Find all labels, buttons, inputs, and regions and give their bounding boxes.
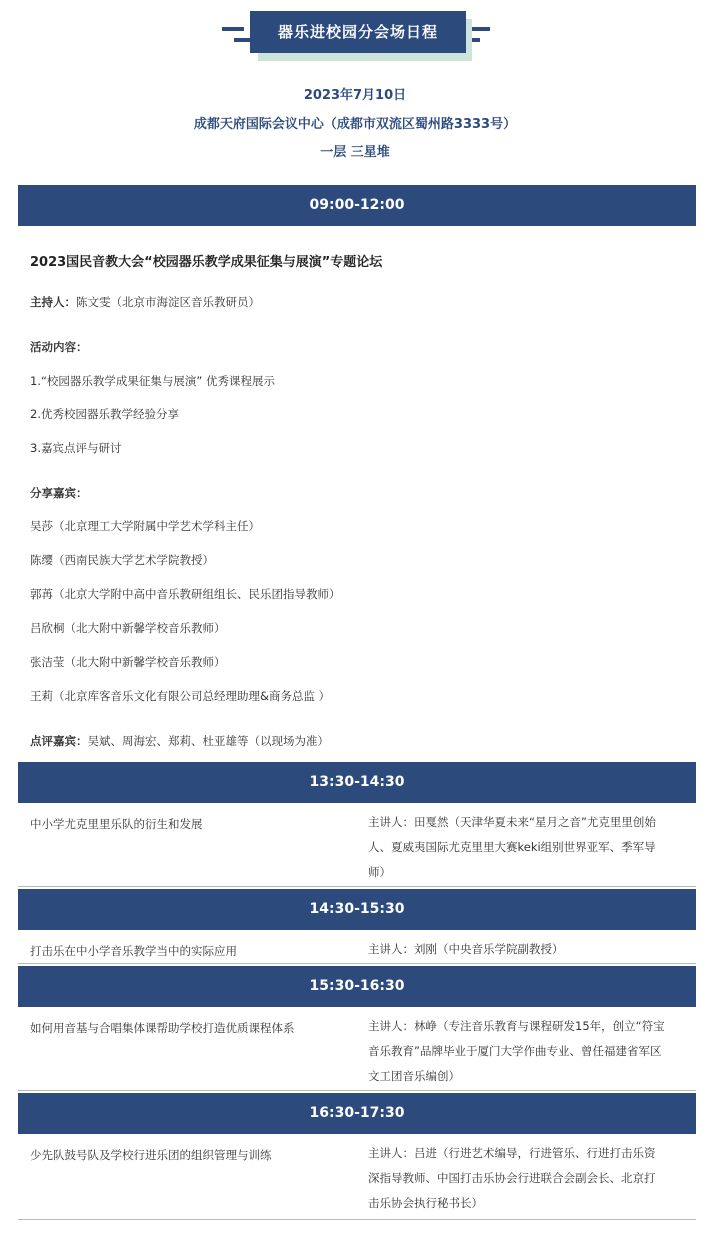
header-decoration-left-top [222,27,244,31]
guest-item: 陈缨（西南民族大学艺术学院教授） [30,553,214,567]
event-venue: 成都天府国际会议中心（成都市双流区蜀州路3333号） [193,117,517,132]
reviewers-line [30,733,329,749]
session-speaker [368,937,688,962]
speaker-line: 击乐协会执行秘书长） [368,1196,483,1210]
speaker-line: 文工团音乐编创） [368,1069,460,1083]
reviewers-value: 吴斌、周海宏、郑莉、杜亚雄等（以现场为准） [87,734,329,748]
session-speaker [368,1014,688,1089]
session-topic: 少先队鼓号队及学校行进乐团的组织管理与训练 [30,1148,272,1162]
guests-label: 分享嘉宾： [30,486,88,500]
session-speaker [368,810,688,885]
session-time-bar: 13:30-14:30 [18,762,696,803]
session-speaker [368,1141,688,1216]
guest-item: 王莉（北京库客音乐文化有限公司总经理助理&商务总监 ） [30,689,331,703]
guest-item: 郭苒（北京大学附中高中音乐教研组组长、民乐团指导教师） [30,587,341,601]
event-date: 2023年7月10日 [303,88,407,103]
activity-item: 1.“校园器乐教学成果征集与展演” 优秀课程展示 [30,374,276,388]
session-time-bar: 14:30-15:30 [18,889,696,930]
page-title: 器乐进校园分会场日程 [250,11,466,53]
forum-title: 2023国民音教大会“校园器乐教学成果征集与展演”专题论坛 [30,255,383,270]
host-line [30,294,260,310]
speaker-line: 主讲人：刘刚（中央音乐学院副教授） [368,942,564,956]
session-time-bar: 09:00-12:00 [18,185,696,226]
speaker-line: 师） [368,865,391,879]
speaker-line: 主讲人：田戛然（天津华夏未来“星月之音”尤克里里创始 [368,815,656,829]
row-divider [18,886,696,887]
row-divider [18,1219,696,1220]
host-value: 陈文雯（北京市海淀区音乐教研员） [76,295,260,309]
speaker-line: 主讲人：吕进（行进艺术编导，行进管乐、行进打击乐资 [368,1146,656,1160]
host-label: 主持人： [30,295,76,309]
activity-item: 3.嘉宾点评与研讨 [30,441,122,455]
activity-item: 2.优秀校园器乐教学经验分享 [30,407,179,421]
activities-label: 活动内容： [30,340,88,354]
session-topic: 如何用音基与合唱集体课帮助学校打造优质课程体系 [30,1021,295,1035]
speaker-line: 人、夏威夷国际尤克里里大赛keki组别世界亚军、季军导 [368,840,656,854]
row-divider [18,963,696,964]
reviewers-label: 点评嘉宾： [30,734,88,748]
guest-item: 张洁莹（北大附中新馨学校音乐教师） [30,655,226,669]
guest-item: 吴莎（北京理工大学附属中学艺术学科主任） [30,519,260,533]
page-header [0,0,710,70]
session-topic: 打击乐在中小学音乐教学当中的实际应用 [30,944,237,958]
session-topic: 中小学尤克里里乐队的衍生和发展 [30,817,203,831]
guest-item: 吕欣桐（北大附中新馨学校音乐教师） [30,621,226,635]
session-time-bar: 15:30-16:30 [18,966,696,1007]
speaker-line: 深指导教师、中国打击乐协会行进联合会副会长、北京打 [368,1171,656,1185]
speaker-line: 音乐教育”品牌毕业于厦门大学作曲专业、曾任福建省军区 [368,1044,662,1058]
event-floor: 一层 三星堆 [320,145,390,160]
row-divider [18,1090,696,1091]
speaker-line: 主讲人：林峥（专注音乐教育与课程研发15年，创立“符宝 [368,1019,665,1033]
session-time-bar: 16:30-17:30 [18,1093,696,1134]
